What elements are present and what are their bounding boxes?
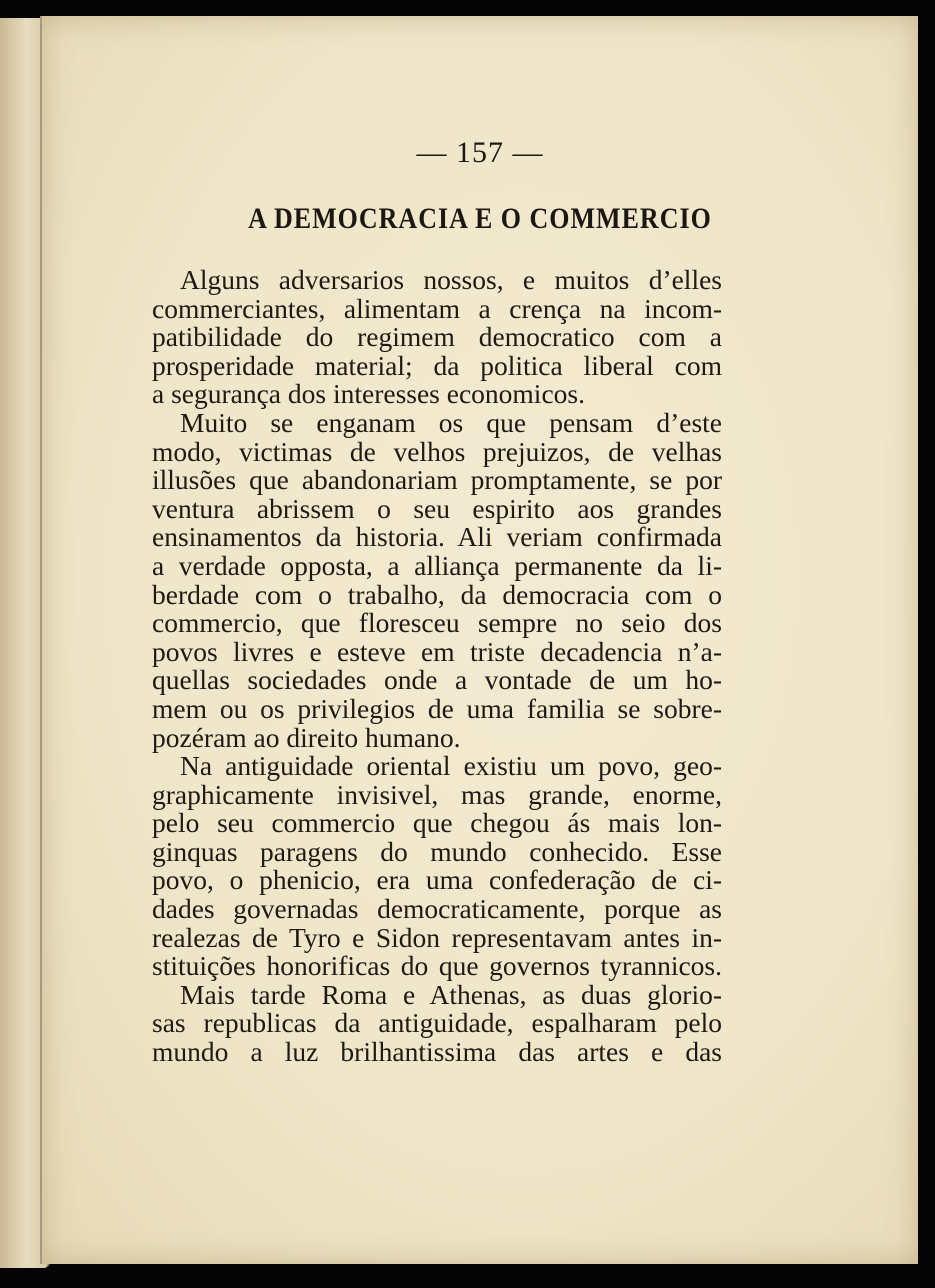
text-line: commerciantes, alimentam a crença na incom- bbox=[152, 292, 722, 324]
text-line: graphicamente invisivel, mas grande, enorme, bbox=[152, 778, 722, 810]
text-line: realezas de Tyro e Sidon representavam antes in- bbox=[152, 921, 722, 953]
text-line: povo, o phenicio, era uma confederação de ci- bbox=[152, 864, 722, 896]
text-line: sas republicas da antiguidade, espalharam pelo bbox=[152, 1007, 722, 1039]
text-line: mundo a luz brilhantissima das artes e das bbox=[152, 1036, 722, 1068]
text-line: patibilidade do regimem democratico com a bbox=[152, 321, 722, 353]
page-number: — 157 — bbox=[416, 136, 544, 169]
text-line: quellas sociedades onde a vontade de um ho- bbox=[152, 664, 722, 696]
text-line: Muito se enganam os que pensam d’este bbox=[180, 406, 722, 438]
book-page bbox=[40, 16, 918, 1264]
text-line: pozéram ao direito humano. bbox=[152, 721, 461, 753]
text-line: ventura abrissem o seu espirito aos grandes bbox=[152, 492, 722, 524]
chapter-title: A DEMOCRACIA E O COMMERCIO bbox=[248, 201, 712, 236]
text-line: ensinamentos da historia. Ali veriam confirmada bbox=[152, 521, 722, 553]
text-line: illusões que abandonariam promptamente, se por bbox=[152, 464, 722, 496]
text-line: berdade com o trabalho, da democracia com o bbox=[152, 578, 722, 610]
text-line: stituições honorificas do que governos tyrannicos. bbox=[152, 950, 722, 982]
text-line: pelo seu commercio que chegou ás mais lon- bbox=[152, 807, 722, 839]
paragraph bbox=[152, 266, 722, 409]
text-line: povos livres e esteve em triste decadencia n’a- bbox=[152, 635, 722, 667]
text-line: Mais tarde Roma e Athenas, as duas glorio- bbox=[180, 978, 722, 1010]
text-line: prosperidade material; da politica liberal com bbox=[152, 349, 722, 381]
text-line: a segurança dos interesses economicos. bbox=[152, 378, 585, 410]
text-line: modo, victimas de velhos prejuizos, de velhas bbox=[152, 435, 722, 467]
paragraph bbox=[152, 406, 722, 753]
text-line: commercio, que floresceu sempre no seio dos bbox=[152, 607, 722, 639]
text-line: ginquas paragens do mundo conhecido. Esse bbox=[152, 835, 722, 867]
text-line: dades governadas democraticamente, porque as bbox=[152, 893, 722, 925]
paragraph bbox=[152, 752, 722, 981]
text-line: a verdade opposta, a alliança permanente da li- bbox=[152, 549, 722, 581]
text-line: mem ou os privilegios de uma familia se sobre- bbox=[152, 692, 722, 724]
text-line: Alguns adversarios nossos, e muitos d’elles bbox=[180, 264, 722, 295]
paragraph bbox=[152, 978, 722, 1068]
text-line: Na antiguidade oriental existiu um povo, geo- bbox=[180, 750, 722, 782]
body-text bbox=[152, 266, 722, 1067]
